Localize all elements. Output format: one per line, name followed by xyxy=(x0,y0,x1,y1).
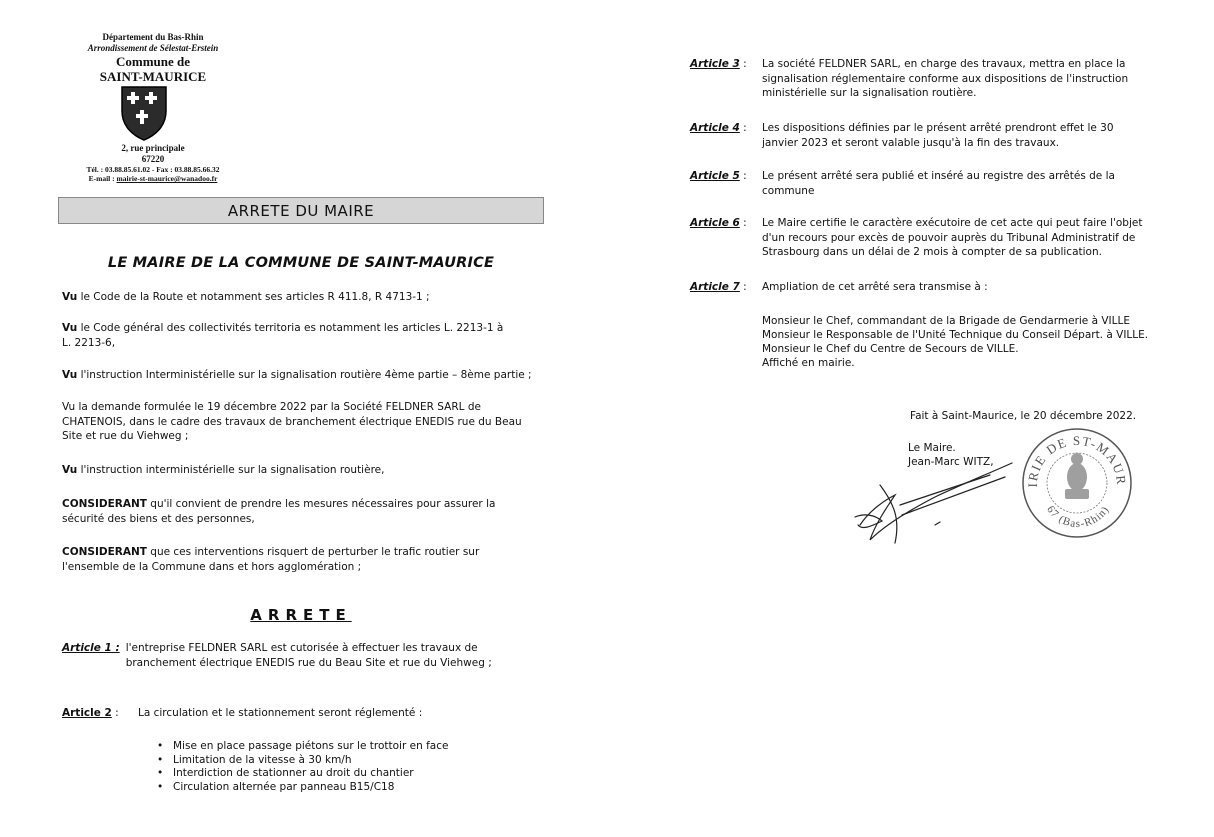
list-item: • Mise en place passage piétons sur le trottoir en face xyxy=(157,740,517,754)
article-3 xyxy=(690,57,1160,101)
article-3-label-wrap xyxy=(690,57,762,101)
list-item: • Circulation alternée par panneau B15/C18 xyxy=(157,781,517,795)
email-link[interactable]: mairie-st-maurice@wanadoo.fr xyxy=(116,174,218,183)
article-7 xyxy=(690,280,1160,295)
article-2 xyxy=(62,706,532,721)
vu-5 xyxy=(62,463,532,478)
article-4-label: Article 4 xyxy=(690,122,740,134)
letterhead-contact xyxy=(48,143,258,183)
article-2-label: Article 2 xyxy=(62,707,112,719)
considerant-2-text: que ces interventions risquert de perturber le trafic routier sur l'ensemble de la Commune dans et hors agglomération ; xyxy=(62,546,480,573)
article-3-text: La société FELDNER SARL, en charge des travaux, mettra en place la signalisation réglementaire conforme aux dispositions de l'instruction ministérielle sur la signalisation routière. xyxy=(762,58,1129,99)
mayor-role: Le Maire. xyxy=(908,442,956,454)
article-2-colon: : xyxy=(111,707,119,719)
article-2-list xyxy=(157,740,517,794)
considerant-1-lead: CONSIDERANT xyxy=(62,498,147,510)
vu-2-text: le Code général des collectivités territoria es notamment les articles L. 2213-1 à L. 2213-6, xyxy=(62,322,504,349)
mayor-name: Jean-Marc WITZ, xyxy=(908,456,994,468)
postcode: 67220 xyxy=(141,154,165,164)
article-1-text: l'entreprise FELDNER SARL est cutorisée à effectuer les travaux de branchement électrique ENEDIS rue du Beau Site et rue du Viehweg ; xyxy=(125,642,492,669)
address: 2, rue principale xyxy=(121,143,185,153)
article-4-colon: : xyxy=(739,122,747,134)
article-4-text: Les dispositions définies par le présent arrêté prendront effet le 30 janvier 2023 et seront valable jusqu'à la fin des travaux. xyxy=(762,122,1114,149)
vu-1-text: le Code de la Route et notamment ses articles R 411.8, R 4713-1 ; xyxy=(77,291,430,303)
article-7-label: Article 7 xyxy=(690,281,740,293)
vu-3-lead: Vu xyxy=(62,369,78,381)
article-5 xyxy=(690,169,1160,198)
arrete-heading: ARRETE xyxy=(250,606,352,624)
considerant-2 xyxy=(62,545,517,574)
email-label: E-mail : xyxy=(88,174,117,183)
recipient-1: Monsieur le Chef, commandant de la Brigade de Gendarmerie à VILLE xyxy=(762,315,1130,327)
article-2-label-wrap xyxy=(62,706,138,721)
vu-3 xyxy=(62,368,552,383)
vu-3-text: l'instruction Interministérielle sur la signalisation routière 4ème partie – 8ème partie ; xyxy=(77,369,532,381)
title-bar: ARRETE DU MAIRE xyxy=(58,197,544,224)
article-3-colon: : xyxy=(739,58,747,70)
recipients-list xyxy=(762,314,1182,370)
commune-de: Commune de xyxy=(115,54,191,69)
article-6-text: Le Maire certifie le caractère exécutoire de cet acte qui peut faire l'objet d'un recours pour excès de pouvoir auprès du Tribunal Administratif de Strasbourg dans un délai de 2 mois à compter de sa publication. xyxy=(762,217,1143,258)
list-item: • Limitation de la vitesse à 30 km/h xyxy=(157,754,517,768)
article-2-text: La circulation et le stationnement seront réglementé : xyxy=(138,707,423,719)
vu-2-lead: Vu xyxy=(62,322,78,334)
article-6-colon: : xyxy=(739,217,747,229)
place-date: Fait à Saint-Maurice, le 20 décembre 2022. xyxy=(910,410,1137,422)
article-5-text: Le présent arrêté sera publié et inséré au registre des arrêtés de la commune xyxy=(762,170,1115,197)
vu-1-lead: Vu xyxy=(62,291,78,303)
mairie-stamp xyxy=(1020,425,1135,540)
considerant-1-text: qu'il convient de prendre les mesures nécessaires pour assurer la sécurité des biens et des personnes, xyxy=(62,498,496,525)
handwritten-signature xyxy=(840,455,1020,550)
article-1-label: Article 1 : xyxy=(62,642,120,654)
article-6 xyxy=(690,216,1160,260)
vu-1 xyxy=(62,290,522,305)
commune-name: SAINT-MAURICE xyxy=(99,69,207,84)
arrondissement: Arrondissement de Sélestat-Erstein xyxy=(87,43,219,53)
departement: Département du Bas-Rhin xyxy=(102,32,204,42)
letterhead xyxy=(58,32,248,84)
vu-5-text: l'instruction interministérielle sur la signalisation routière, xyxy=(77,464,385,476)
stamp-top-text: IRIE DE ST-MAUR xyxy=(1024,432,1130,488)
article-6-label-wrap xyxy=(690,216,762,260)
stamp-bottom-text: 67 (Bas-Rhin) xyxy=(1044,503,1112,531)
article-3-label: Article 3 xyxy=(690,58,740,70)
recipient-2: Monsieur le Responsable de l'Unité Technique du Conseil Départ. à VILLE. xyxy=(762,329,1149,341)
vu-4-text: Vu la demande formulée le 19 décembre 2022 par la Société FELDNER SARL de CHATENOIS, dans le cadre des travaux de branchement électrique ENEDIS rue du Beau Site et rue du Viehweg ; xyxy=(62,401,522,442)
vu-5-lead: Vu xyxy=(62,464,78,476)
phone-fax: Tél. : 03.88.85.61.02 - Fax : 03.88.85.66.32 xyxy=(86,165,220,174)
list-item: • Interdiction de stationner au droit du chantier xyxy=(157,767,517,781)
article-5-colon: : xyxy=(739,170,747,182)
article-7-label-wrap xyxy=(690,280,762,295)
article-7-text: Ampliation de cet arrêté sera transmise à : xyxy=(762,281,988,293)
coat-of-arms-icon xyxy=(120,85,168,141)
recipient-4: Affiché en mairie. xyxy=(762,357,855,369)
article-6-label: Article 6 xyxy=(690,217,740,229)
article-5-label-wrap xyxy=(690,169,762,198)
main-heading: LE MAIRE DE LA COMMUNE DE SAINT-MAURICE xyxy=(107,255,495,271)
recipient-3: Monsieur le Chef du Centre de Secours de VILLE. xyxy=(762,343,1019,355)
article-4-label-wrap xyxy=(690,121,762,150)
article-4 xyxy=(690,121,1160,150)
considerant-2-lead: CONSIDERANT xyxy=(62,546,147,558)
article-7-colon: : xyxy=(739,281,747,293)
article-5-label: Article 5 xyxy=(690,170,740,182)
considerant-1 xyxy=(62,497,517,526)
email-line xyxy=(48,174,258,183)
svg-text:67 (Bas-Rhin) xyxy=(1044,504,1112,530)
vu-2 xyxy=(62,321,512,350)
vu-4 xyxy=(62,400,532,444)
article-1 xyxy=(62,641,532,670)
